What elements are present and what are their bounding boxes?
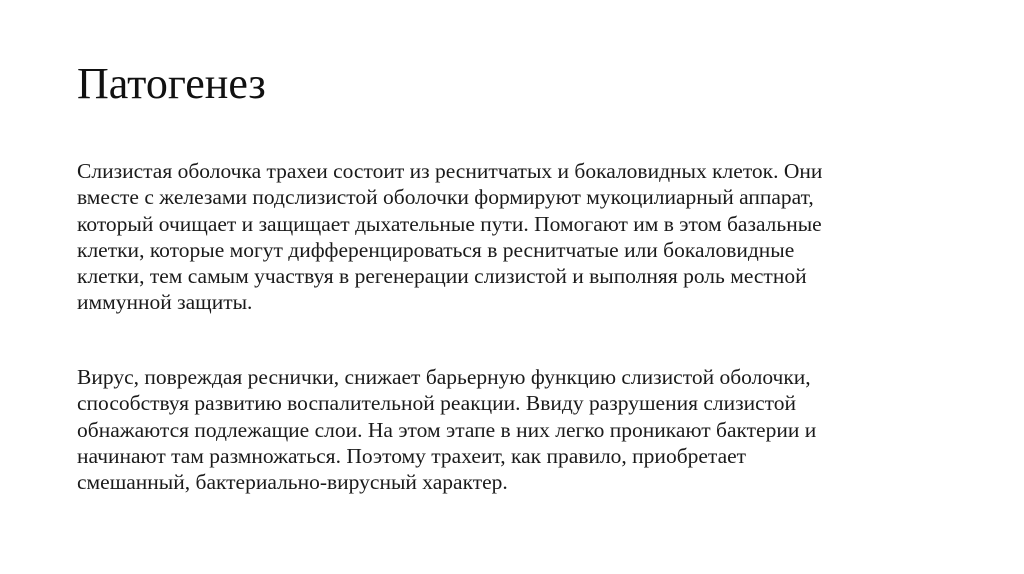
paragraph-line: смешанный, бактериально-вирусный характер. xyxy=(77,470,508,495)
paragraph-line: клетки, тем самым участвуя в регенерации слизистой и выполняя роль местной xyxy=(77,264,807,289)
paragraph-line: Слизистая оболочка трахеи состоит из реснитчатых и бокаловидных клеток. Они xyxy=(77,159,823,183)
paragraph-line: способствуя развитию воспалительной реакции. Ввиду разрушения слизистой xyxy=(77,391,797,416)
paragraph-line: иммунной защиты. xyxy=(77,290,253,315)
paragraph-line: начинают там размножаться. Поэтому трахеит, как правило, приобретает xyxy=(77,443,747,468)
paragraph-line: клетки, которые могут дифференцироваться в реснитчатые или бокаловидные xyxy=(77,237,795,262)
paragraph-line: который очищает и защищает дыхательные пути. Помогают им в этом базальные xyxy=(77,211,822,236)
paragraph-line: Вирус, повреждая реснички, снижает барьерную функцию слизистой оболочки, xyxy=(77,365,811,389)
paragraph-line: вместе с железами подслизистой оболочки формируют мукоцилиарный аппарат, xyxy=(77,185,814,210)
paragraph-2 xyxy=(77,364,947,495)
paragraph-line: обнажаются подлежащие слои. На этом этапе в них легко проникают бактерии и xyxy=(77,417,817,442)
paragraph-1 xyxy=(77,158,947,316)
slide-title: Патогенез xyxy=(77,59,266,108)
